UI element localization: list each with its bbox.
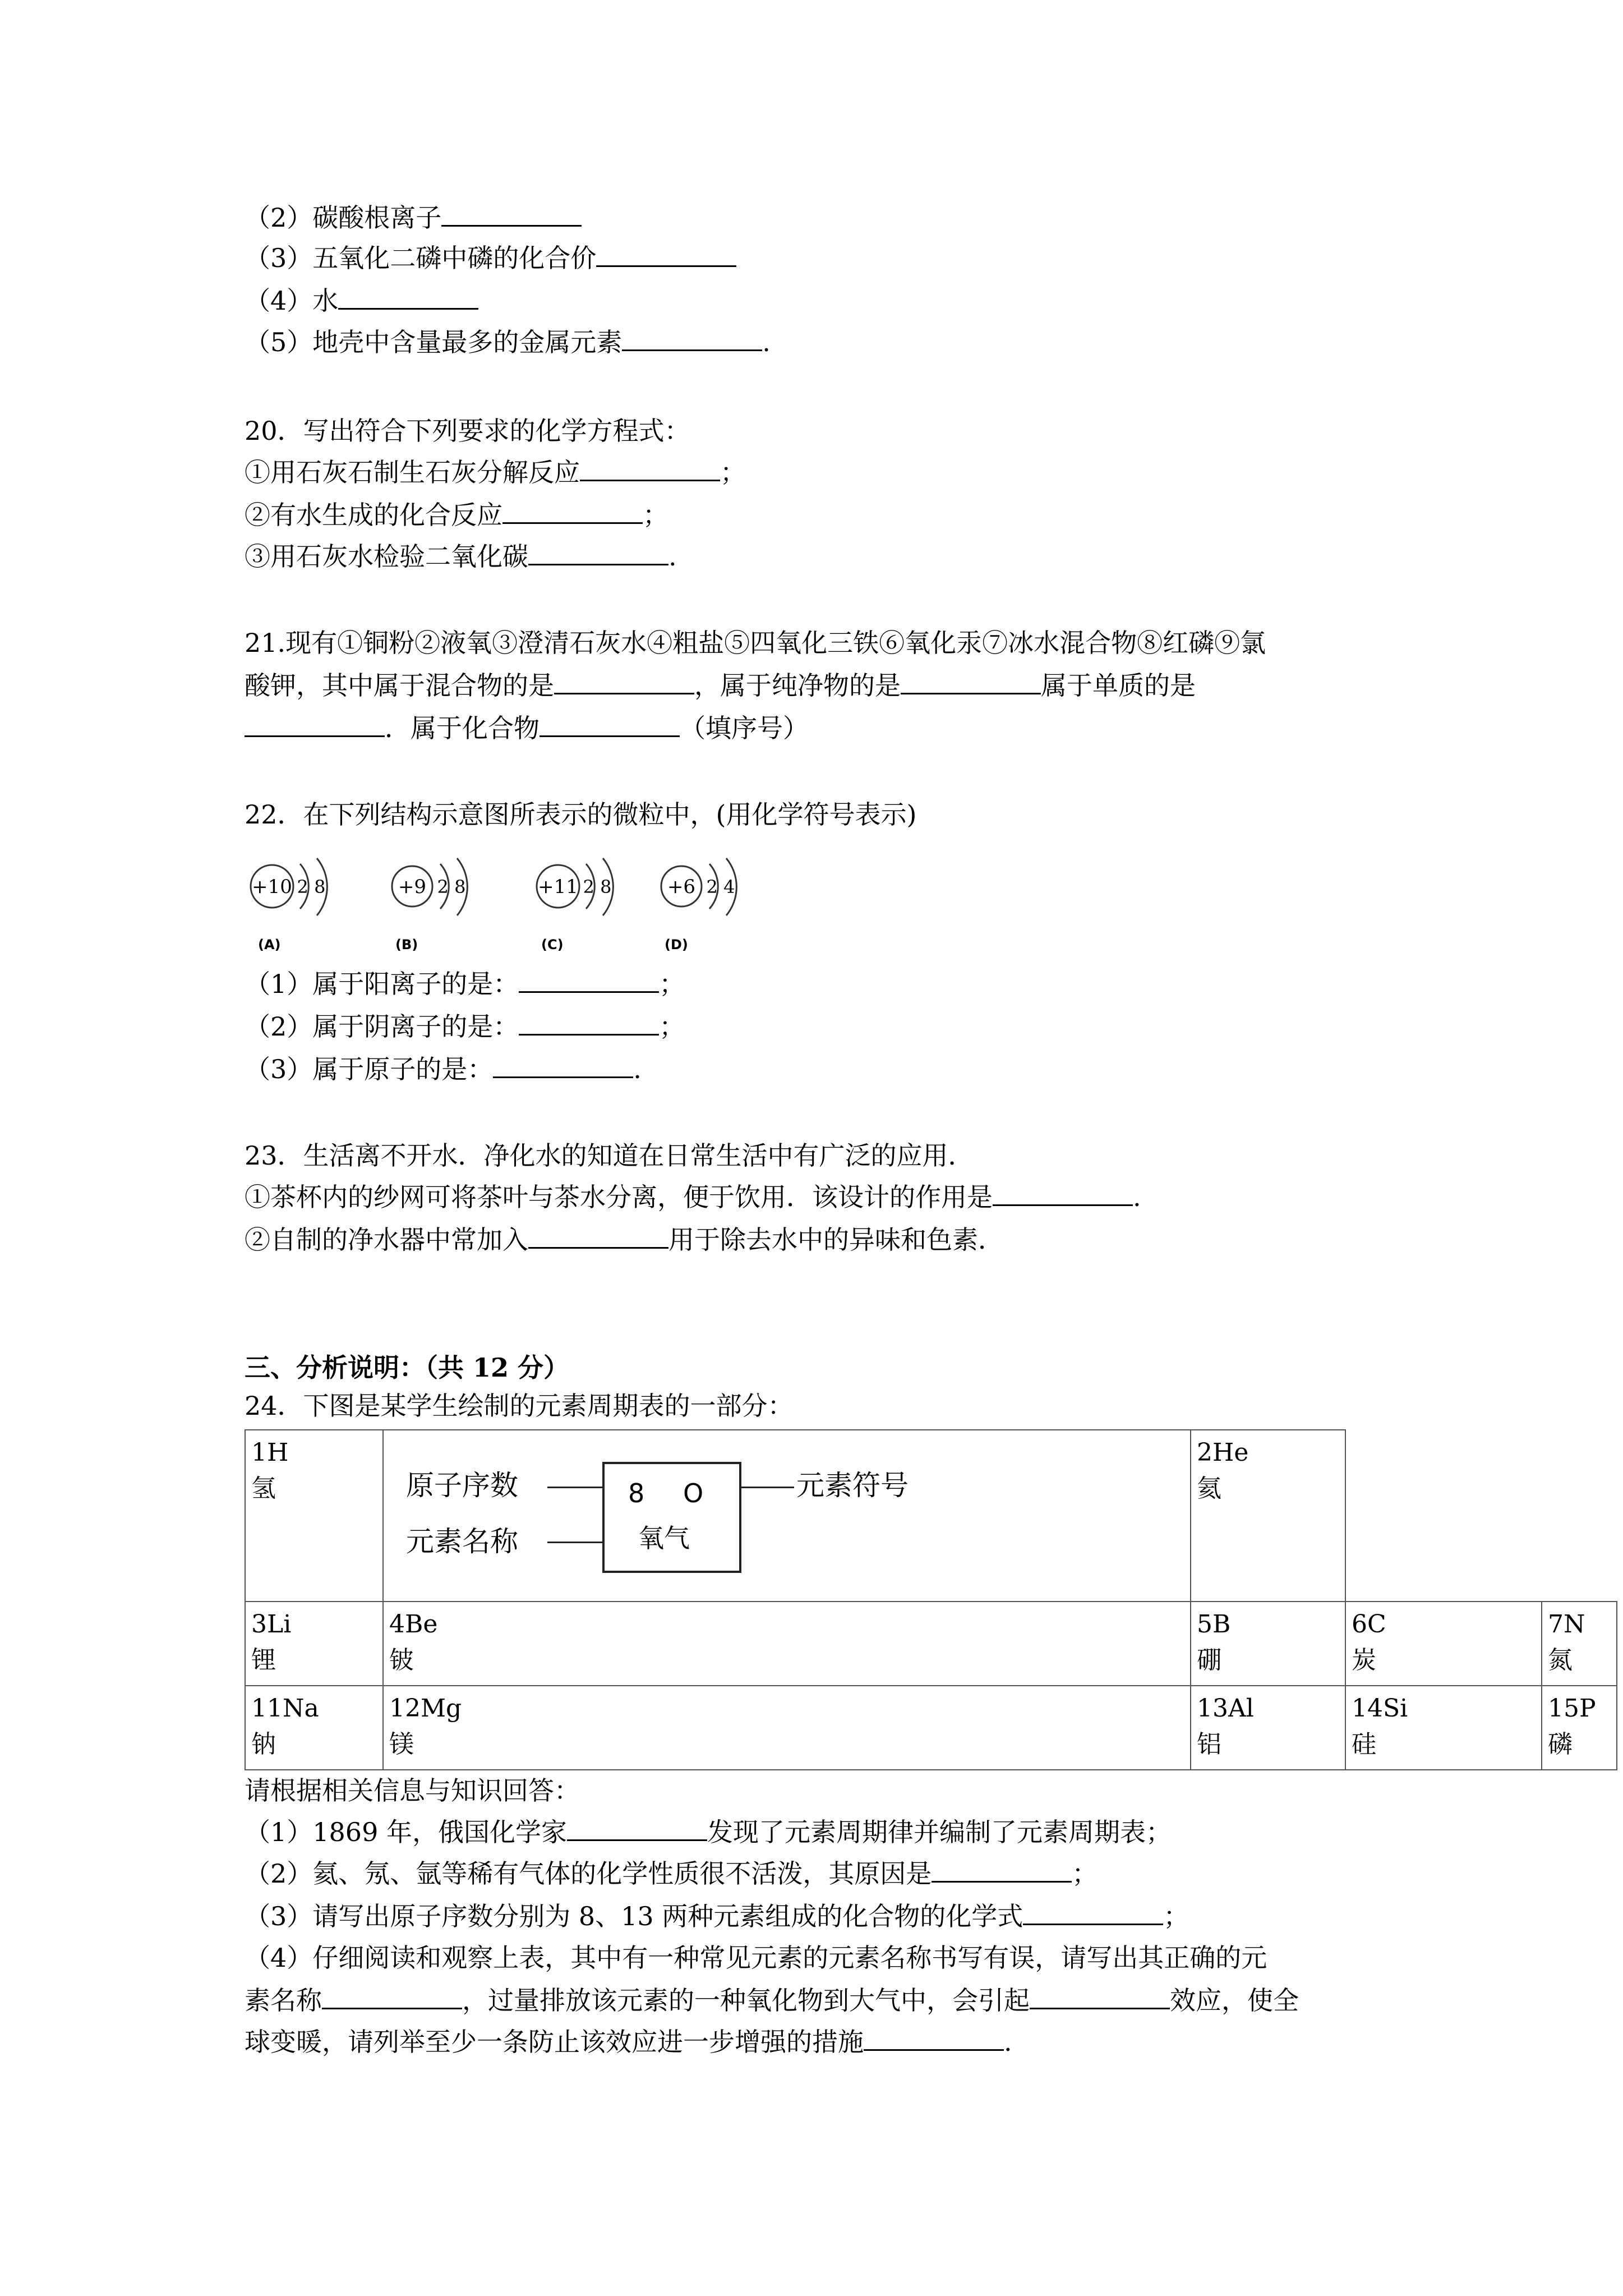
element-symbol: 1H xyxy=(251,1438,289,1467)
answer-blank[interactable] xyxy=(502,500,643,524)
element-name: 硼 xyxy=(1197,1646,1221,1674)
answer-blank[interactable] xyxy=(519,969,659,993)
q21-text: （填序号） xyxy=(680,713,809,743)
element-name: 镁 xyxy=(389,1730,414,1759)
svg-text:+6: +6 xyxy=(667,876,696,898)
empty-cell xyxy=(1345,1430,1542,1602)
legend-element-box xyxy=(602,1462,741,1573)
legend-box-name: 氧气 xyxy=(638,1523,690,1553)
q20-item-1 xyxy=(245,455,746,489)
answer-blank[interactable] xyxy=(528,541,668,565)
atom-structure-icon xyxy=(247,853,336,937)
q24-item-4-line-1 xyxy=(245,1941,1267,1975)
q21-line-1 xyxy=(245,626,1266,660)
q24-stem xyxy=(245,1389,794,1423)
q23-item-1 xyxy=(245,1180,1141,1214)
q23-item-2-text: ②自制的净水器中常加入 xyxy=(245,1225,528,1255)
element-name: 铍 xyxy=(389,1646,414,1674)
q20-item-3 xyxy=(245,540,677,573)
q21-text: 属于单质的是 xyxy=(1041,670,1196,701)
atom-structure-icon xyxy=(656,853,746,937)
q23-item-2 xyxy=(245,1223,1004,1257)
answer-blank[interactable] xyxy=(245,713,385,737)
q24-item-4-text: ，过量排放该元素的一种氧化物到大气中，会引起 xyxy=(462,1985,1030,2016)
answer-blank[interactable] xyxy=(901,670,1041,694)
q19-item-2-text: （2）碳酸根离子 xyxy=(245,203,442,233)
punctuation: ； xyxy=(1072,1858,1098,1889)
answer-blank[interactable] xyxy=(567,1817,707,1841)
q24-item-4-text: 效应，使全 xyxy=(1170,1985,1299,2016)
q24-intro-text: 请根据相关信息与知识回答： xyxy=(245,1775,580,1806)
q21-line-1-text: 21.现有①铜粉②液氧③澄清石灰水④粗盐⑤四氧化三铁⑥氧化汞⑦冰水混合物⑧红磷⑨氯 xyxy=(245,628,1266,658)
punctuation: ； xyxy=(720,457,746,487)
element-cell xyxy=(1191,1686,1345,1770)
q21-text: ，属于纯净物的是 xyxy=(694,670,901,701)
q24-item-2 xyxy=(245,1857,1098,1890)
legend-connector xyxy=(739,1487,794,1488)
answer-blank[interactable] xyxy=(932,1858,1072,1883)
q19-item-5-text: （5）地壳中含量最多的金属元素 xyxy=(245,327,623,357)
q24-item-3-text: （3）请写出原子序数分别为 8、13 两种元素组成的化合物的化学式 xyxy=(245,1901,1023,1931)
q19-item-4 xyxy=(245,284,478,318)
q19-item-3-text: （3）五氧化二磷中磷的化合价 xyxy=(245,243,597,273)
element-name: 磷 xyxy=(1548,1730,1573,1759)
answer-blank[interactable] xyxy=(1030,1985,1170,2009)
element-cell xyxy=(245,1602,383,1686)
q19-item-3 xyxy=(245,241,736,275)
element-cell xyxy=(1345,1602,1542,1686)
q21-line-2 xyxy=(245,669,1196,702)
q20-item-2 xyxy=(245,498,668,532)
answer-blank[interactable] xyxy=(1023,1901,1163,1925)
q23-item-1-text: ①茶杯内的纱网可将茶叶与茶水分离，便于饮用．该设计的作用是 xyxy=(245,1182,993,1212)
answer-blank[interactable] xyxy=(338,286,478,310)
q20-stem xyxy=(245,414,690,448)
punctuation: . xyxy=(762,327,771,357)
q22-item-1-text: （1）属于阳离子的是： xyxy=(245,969,519,999)
element-symbol: 2He xyxy=(1197,1438,1249,1467)
legend-connector xyxy=(547,1542,602,1543)
q22-item-2-text: （2）属于阴离子的是： xyxy=(245,1011,519,1042)
atom-label-c: (C) xyxy=(541,937,564,953)
atom-label-b: (B) xyxy=(395,937,418,953)
legend-cell xyxy=(383,1430,1191,1602)
svg-text:2 8: 2 8 xyxy=(297,876,326,898)
svg-text:2 8: 2 8 xyxy=(583,876,612,898)
atom-diagram-d xyxy=(656,853,746,937)
atom-label-d: (D) xyxy=(665,937,688,953)
answer-blank[interactable] xyxy=(580,457,720,481)
element-symbol: 3Li xyxy=(251,1610,292,1639)
punctuation: ； xyxy=(659,1011,685,1042)
legend-box-number: 8 xyxy=(628,1478,645,1508)
q24-item-1-text: （1）1869 年，俄国化学家 xyxy=(245,1817,567,1847)
q24-item-4-text: 球变暖，请列举至少一条防止该效应进一步增强的措施 xyxy=(245,2027,864,2057)
svg-text:+9: +9 xyxy=(398,876,427,898)
answer-blank[interactable] xyxy=(864,2027,1004,2051)
element-symbol: 5B xyxy=(1197,1610,1231,1639)
element-name: 炭 xyxy=(1352,1646,1376,1674)
periodic-table xyxy=(245,1429,1617,1770)
q21-line-3 xyxy=(245,711,809,745)
q22-item-2 xyxy=(245,1010,685,1043)
q24-item-1-text: 发现了元素周期律并编制了元素周期表； xyxy=(707,1817,1172,1847)
q24-item-4-line-3 xyxy=(245,2025,1012,2059)
element-cell xyxy=(1191,1430,1345,1602)
q24-item-4-line-2 xyxy=(245,1984,1299,2017)
table-row xyxy=(245,1430,1617,1602)
punctuation: . xyxy=(633,1054,642,1084)
q22-stem-text: 22．在下列结构示意图所表示的微粒中，(用化学符号表示) xyxy=(245,799,917,830)
q22-stem xyxy=(245,798,916,831)
svg-text:2 8: 2 8 xyxy=(437,876,466,898)
element-name: 氮 xyxy=(1548,1646,1573,1674)
element-name: 硅 xyxy=(1352,1730,1376,1759)
element-cell xyxy=(383,1602,1191,1686)
legend-atomic-number-label: 原子序数 xyxy=(406,1469,518,1502)
element-cell xyxy=(1542,1602,1617,1686)
q20-item-3-text: ③用石灰水检验二氧化碳 xyxy=(245,541,528,572)
answer-blank[interactable] xyxy=(622,327,762,351)
punctuation: ； xyxy=(1163,1901,1189,1931)
punctuation: . xyxy=(1004,2027,1012,2057)
q23-stem-text: 23．生活离不开水．净化水的知道在日常生活中有广泛的应用． xyxy=(245,1140,974,1171)
q22-item-3-text: （3）属于原子的是： xyxy=(245,1054,494,1084)
q24-item-4-text: 素名称 xyxy=(245,1985,322,2016)
punctuation: ； xyxy=(643,500,668,530)
q20-item-2-text: ②有水生成的化合反应 xyxy=(245,500,502,530)
punctuation: ； xyxy=(659,969,685,999)
legend-element-symbol-label: 元素符号 xyxy=(796,1469,909,1502)
legend-box-symbol: O xyxy=(683,1478,704,1508)
element-symbol: 7N xyxy=(1548,1610,1585,1639)
atom-diagram-b xyxy=(387,853,477,937)
q24-item-3 xyxy=(245,1899,1189,1933)
q19-item-2 xyxy=(245,201,582,234)
element-cell xyxy=(245,1430,383,1602)
element-name: 锂 xyxy=(251,1646,276,1674)
element-symbol: 13Al xyxy=(1197,1694,1254,1723)
q24-item-4-text: （4）仔细阅读和观察上表，其中有一种常见元素的元素名称书写有误，请写出其正确的元 xyxy=(245,1943,1267,1973)
element-symbol: 12Mg xyxy=(389,1694,462,1723)
q22-item-1 xyxy=(245,967,685,1001)
q19-item-5 xyxy=(245,325,771,359)
table-row xyxy=(245,1602,1617,1686)
element-cell xyxy=(1191,1602,1345,1686)
punctuation: . xyxy=(668,541,677,572)
answer-blank[interactable] xyxy=(528,1225,668,1249)
table-row xyxy=(245,1686,1617,1770)
answer-blank[interactable] xyxy=(493,1054,633,1078)
element-symbol: 4Be xyxy=(389,1610,438,1639)
q24-stem-text: 24．下图是某学生绘制的元素周期表的一部分： xyxy=(245,1391,794,1421)
answer-blank[interactable] xyxy=(322,1985,462,2009)
legend-connector xyxy=(547,1487,602,1488)
q20-item-1-text: ①用石灰石制生石灰分解反应 xyxy=(245,457,580,487)
q24-intro xyxy=(245,1774,580,1807)
legend-element-name-label: 元素名称 xyxy=(406,1525,518,1558)
svg-text:2 4: 2 4 xyxy=(706,876,735,898)
q21-text: 酸钾，其中属于混合物的是 xyxy=(245,670,554,701)
q23-item-2-text: 用于除去水中的异味和色素． xyxy=(668,1225,1004,1255)
q22-item-3 xyxy=(245,1052,642,1086)
answer-blank[interactable] xyxy=(519,1011,659,1036)
q24-item-1 xyxy=(245,1815,1172,1849)
atom-structure-icon xyxy=(533,853,623,937)
element-name: 钠 xyxy=(251,1730,276,1759)
atom-diagram-c xyxy=(533,853,623,937)
element-cell xyxy=(1542,1686,1617,1770)
svg-text:+11: +11 xyxy=(538,876,578,898)
section-heading xyxy=(245,1351,569,1384)
q23-stem xyxy=(245,1139,974,1172)
svg-text:+10: +10 xyxy=(252,876,292,898)
answer-blank[interactable] xyxy=(540,713,680,737)
element-symbol: 11Na xyxy=(251,1694,319,1723)
element-cell xyxy=(383,1686,1191,1770)
q20-stem-text: 20．写出符合下列要求的化学方程式： xyxy=(245,416,690,446)
element-cell xyxy=(245,1686,383,1770)
atom-diagram-a xyxy=(247,853,336,937)
element-symbol: 15P xyxy=(1548,1694,1596,1723)
answer-blank[interactable] xyxy=(441,203,582,227)
element-name: 氢 xyxy=(251,1474,276,1503)
atom-label-a: (A) xyxy=(258,937,281,953)
element-name: 氦 xyxy=(1197,1474,1221,1503)
answer-blank[interactable] xyxy=(554,670,694,694)
element-name: 铝 xyxy=(1197,1730,1221,1759)
answer-blank[interactable] xyxy=(596,243,736,267)
element-legend-diagram xyxy=(389,1435,1184,1586)
atom-structure-icon xyxy=(387,853,477,937)
element-symbol: 14Si xyxy=(1352,1694,1408,1723)
element-cell xyxy=(1345,1686,1542,1770)
answer-blank[interactable] xyxy=(993,1182,1133,1206)
element-symbol: 6C xyxy=(1352,1610,1386,1639)
q24-item-2-text: （2）氦、氖、氩等稀有气体的化学性质很不活泼，其原因是 xyxy=(245,1858,932,1889)
q19-item-4-text: （4）水 xyxy=(245,286,339,316)
punctuation: . xyxy=(1133,1182,1141,1212)
section-heading-text: 三、分析说明：（共 12 分） xyxy=(245,1352,570,1383)
empty-cell xyxy=(1542,1430,1617,1602)
q21-text: ．属于化合物 xyxy=(385,713,540,743)
